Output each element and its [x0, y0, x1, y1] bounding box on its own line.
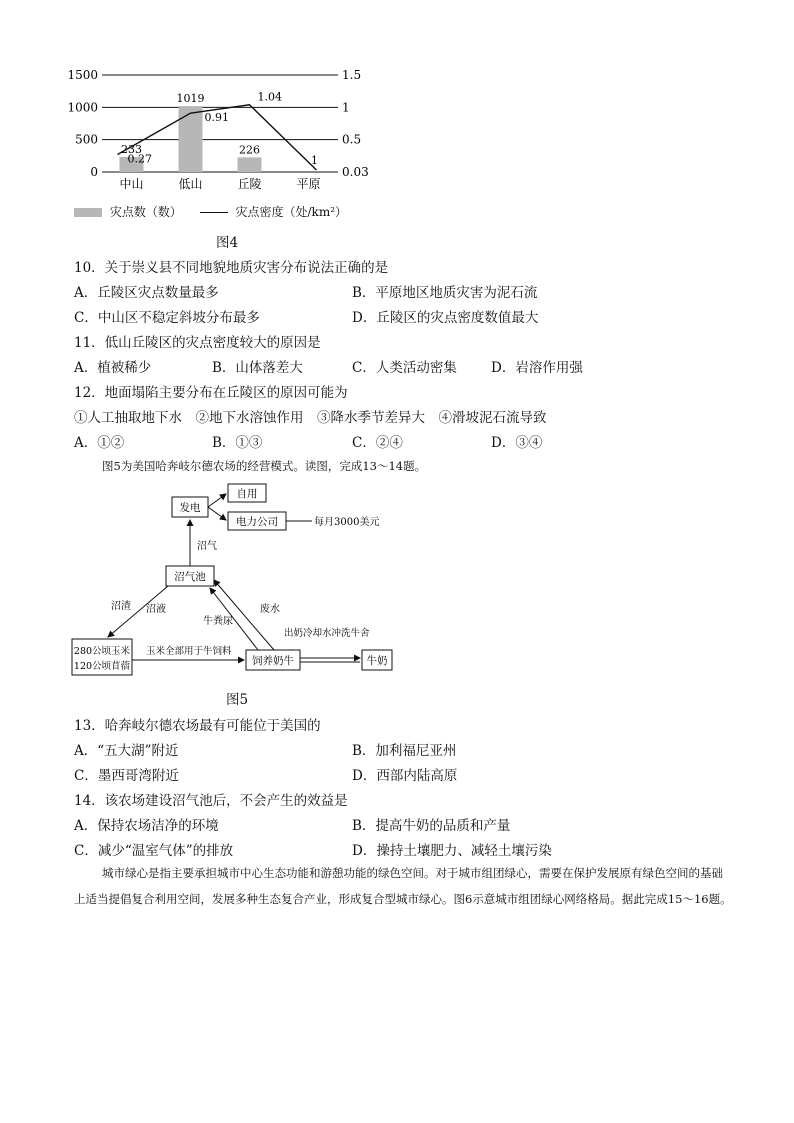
- legend-line-swatch: [200, 212, 228, 214]
- q12-option-c: C．②④: [352, 435, 403, 451]
- bar-label: 226: [239, 143, 260, 157]
- edge-wastewater: 废水: [260, 604, 280, 615]
- edge-residue: 沼渣: [111, 601, 131, 612]
- biogas-pool-label: 沼气池: [174, 571, 206, 583]
- q12-option-a: A．①②: [74, 435, 125, 451]
- farmland-label-2: 120公顷苜蓿: [73, 661, 131, 672]
- bar-label: 233: [121, 142, 142, 156]
- q10-stem: 10．关于崇义县不同地貌地质灾害分布说法正确的是: [74, 260, 389, 276]
- q13-option-b: B．加利福尼亚州: [352, 743, 457, 759]
- q13-stem: 13．哈奔岐尔德农场最有可能位于美国的: [74, 718, 321, 734]
- y-right-tick: 0.03: [342, 165, 369, 179]
- arrow-power-company: [208, 507, 226, 520]
- bar: [238, 157, 262, 172]
- q13-option-d: D．西部内陆高原: [352, 768, 458, 784]
- bar-label: 1019: [176, 92, 205, 106]
- figure-4-caption: 图4: [216, 235, 239, 251]
- q11-option-a: A．植被稀少: [74, 360, 152, 376]
- edge-manure: 牛粪尿: [203, 616, 233, 627]
- line-label: 0.27: [127, 152, 152, 166]
- q10-option-b: B．平原地区地质灾害为泥石流: [352, 285, 538, 301]
- q11-option-b: B．山体落差大: [212, 360, 303, 376]
- power-label: 发电: [179, 502, 201, 514]
- q11-stem: 11．低山丘陵区的灾点密度较大的原因是: [74, 335, 321, 351]
- y-left-tick: 1500: [67, 68, 98, 82]
- figure-6-intro: 城市绿心是指主要承担城市中心生态功能和游憩功能的绿色空间。对于城市组团绿心，需要在保护发展原有绿色空间的基础上适当提倡复合利用空间，发展多种生态复合产业，形成复合型城市绿心。图6示意城市组团绿心网络格局。据此完成15～16题。: [74, 866, 732, 906]
- farmland-label-1: 280公顷玉米: [73, 646, 131, 657]
- self-use-label: 自用: [236, 488, 258, 500]
- q12-stem: 12．地面塌陷主要分布在丘陵区的原因可能为: [74, 385, 348, 401]
- q11-option-c: C．人类活动密集: [352, 360, 457, 376]
- q11-option-d: D．岩溶作用强: [491, 360, 583, 376]
- q14-option-a: A．保持农场洁净的环境: [74, 818, 219, 834]
- legend-line-label: 灾点密度（处/km²）: [235, 205, 348, 219]
- q14-option-c: C．减少“温室气体”的排放: [74, 843, 234, 859]
- y-left-tick: 1000: [67, 100, 98, 115]
- figure-5-intro: 图5为美国哈奔岐尔德农场的经营模式。读图，完成13～14题。: [102, 459, 427, 473]
- power-company-label: 电力公司: [236, 516, 278, 528]
- figure-5-caption: 图5: [226, 692, 249, 708]
- bar-label: 1: [311, 154, 318, 168]
- q14-option-b: B．提高牛奶的品质和产量: [352, 818, 511, 834]
- milk-label: 牛奶: [366, 655, 388, 667]
- monthly-income-label: 每月3000美元: [314, 517, 380, 528]
- edge-slurry: 沼液: [146, 604, 166, 615]
- q14-stem: 14．该农场建设沼气池后，不会产生的效益是: [74, 793, 348, 809]
- y-right-tick: 1: [342, 100, 350, 115]
- q13-option-a: A．“五大湖”附近: [74, 743, 179, 759]
- farm-flow-diagram: [60, 475, 420, 685]
- line-label: 0.91: [204, 111, 229, 125]
- legend-bar-swatch: [74, 208, 102, 217]
- dairy-label: 饲养奶牛: [252, 655, 294, 667]
- line-label: 1.04: [257, 90, 282, 104]
- chart-legend: [74, 203, 347, 220]
- y-right-tick: 1.5: [342, 68, 362, 82]
- edge-wash: 出奶冷却水冲洗牛舍: [284, 628, 370, 639]
- y-right-tick: 0.5: [342, 132, 362, 147]
- q13-option-c: C．墨西哥湾附近: [74, 768, 179, 784]
- q12-items: ①人工抽取地下水 ②地下水溶蚀作用 ③降水季节差异大 ④滑坡泥石流导致: [74, 410, 547, 426]
- edge-feed: 玉米全部用于牛饲料: [146, 646, 232, 657]
- arrow-dairy-pool-2: [214, 580, 274, 650]
- q10-option-a: A．丘陵区灾点数量最多: [74, 285, 219, 301]
- category-label: 平原: [296, 177, 321, 191]
- q14-option-d: D．操持土壤肥力、减轻土壤污染: [352, 843, 552, 859]
- category-label: 丘陵: [237, 177, 262, 191]
- category-label: 中山: [119, 177, 144, 191]
- edge-biogas: 沼气: [197, 541, 217, 552]
- y-left-tick: 500: [75, 132, 98, 147]
- q10-option-d: D．丘陵区的灾点密度数值最大: [352, 310, 539, 326]
- bar: [179, 106, 203, 172]
- q12-option-d: D．③④: [491, 435, 543, 451]
- q10-option-c: C．中山区不稳定斜坡分布最多: [74, 310, 260, 326]
- category-label: 低山: [178, 177, 203, 191]
- q12-option-b: B．①③: [212, 435, 263, 451]
- arrow-power-self: [208, 494, 226, 507]
- legend-bar-label: 灾点数（数）: [109, 205, 182, 219]
- y-left-tick: 0: [90, 165, 98, 179]
